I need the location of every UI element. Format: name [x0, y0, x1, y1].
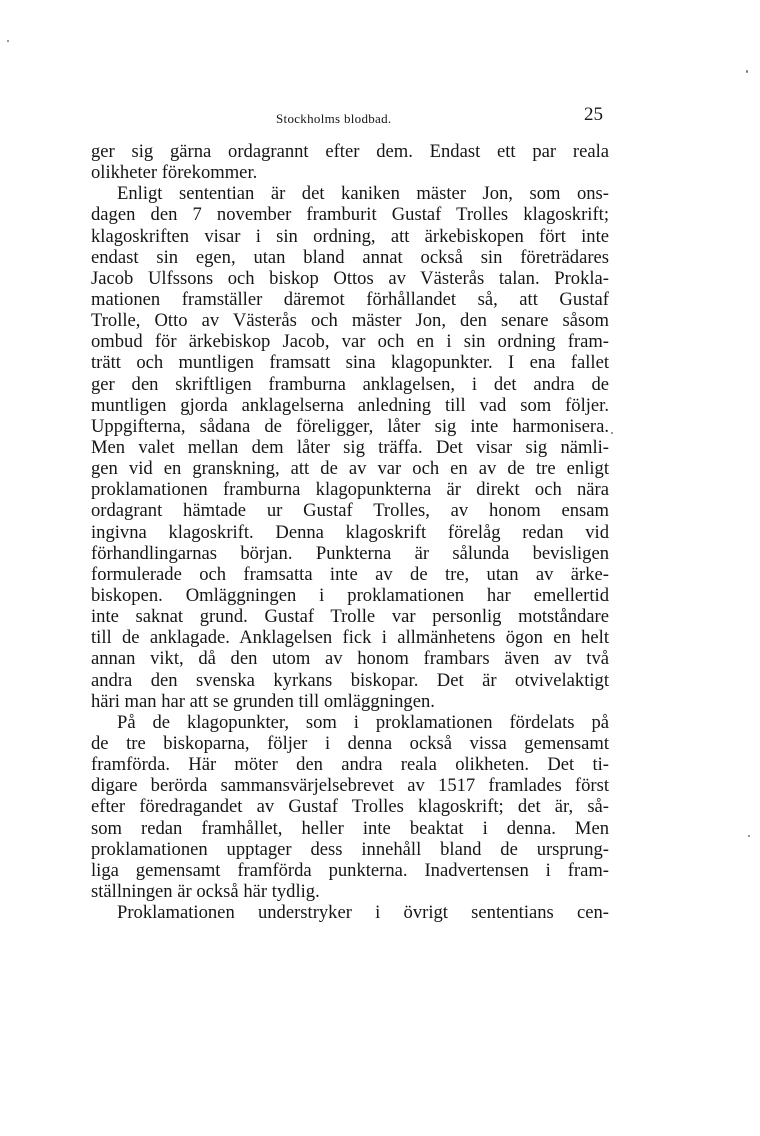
text-line: proklamationen upptager dess innehåll bland de ursprung- [91, 838, 609, 860]
text-line: digare berörda sammansvärjelsebrevet av 1517 framlades först [91, 775, 609, 797]
text-line: endast sin egen, utan bland annat också sin företrädares [91, 246, 609, 268]
text-line: de tre biskoparna, följer i denna också vissa gemensamt [91, 732, 609, 754]
text-line: Men valet mellan dem låter sig träffa. Det visar sig nämli- [91, 436, 609, 458]
text-line: liga gemensamt framförda punkterna. Inadvertensen i fram- [91, 859, 609, 881]
text-line: Proklamationen understryker i övrigt sententians cen- [117, 902, 609, 924]
text-line: dagen den 7 november framburit Gustaf Trolles klagoskrift; [91, 204, 609, 226]
text-line: Trolle, Otto av Västerås och mäster Jon, den senare såsom [91, 310, 609, 332]
text-line: ordagrant hämtade ur Gustaf Trolles, av honom ensam [91, 500, 609, 522]
text-line: efter föredragandet av Gustaf Trolles klagoskrift; det är, så- [91, 796, 609, 818]
text-line: formulerade och framsatta inte av de tre, utan av ärke- [91, 563, 609, 585]
text-line: framförda. Här möter den andra reala olikheten. Det ti- [91, 754, 609, 776]
text-line: till de anklagade. Anklagelsen fick i allmänhetens ögon en helt [91, 627, 609, 649]
body-text [91, 141, 609, 923]
text-line: trätt och muntligen framsatt sina klagopunkter. I ena fallet [91, 352, 609, 374]
text-line: häri man har att se grunden till omläggningen. [91, 690, 435, 712]
page-number: 25 [584, 104, 603, 125]
text-line: ställningen är också här tydlig. [91, 880, 320, 902]
text-line: På de klagopunkter, som i proklamationen fördelats på [117, 711, 609, 733]
scan-speck [611, 432, 613, 434]
text-line: ger den skriftligen framburna anklagelsen, i det andra de [91, 373, 609, 395]
running-head: Stockholms blodbad. [276, 111, 392, 126]
text-line: Enligt sententian är det kaniken mäster Jon, som ons- [117, 183, 609, 205]
text-line: proklamationen framburna klagopunkterna är direkt och nära [91, 479, 609, 501]
scan-speck [746, 70, 748, 73]
text-line: förhandlingarnas början. Punkterna är sålunda bevisligen [91, 542, 609, 564]
text-line: Uppgifterna, sådana de föreligger, låter sig inte harmonisera. [91, 415, 609, 437]
text-line: annan vikt, då den utom av honom frambars även av två [91, 648, 609, 670]
text-line: mationen framställer däremot förhållandet så, att Gustaf [91, 288, 609, 310]
text-line: andra den svenska kyrkans biskopar. Det är otvivelaktigt [91, 669, 609, 691]
text-line: Jacob Ulfssons och biskop Ottos av Västerås talan. Prokla- [91, 267, 609, 289]
scan-speck [7, 40, 9, 42]
text-line: ombud för ärkebiskop Jacob, var och en i sin ordning fram- [91, 331, 609, 353]
text-line: biskopen. Omläggningen i proklamationen har emellertid [91, 584, 609, 606]
scan-speck [748, 835, 750, 837]
text-line: olikheter förekommer. [91, 162, 258, 184]
text-line: muntligen gjorda anklagelserna anledning till vad som följer. [91, 394, 609, 416]
text-line: gen vid en granskning, att de av var och en av de tre enligt [91, 458, 609, 480]
text-line: ger sig gärna ordagrannt efter dem. Endast ett par reala [91, 141, 609, 162]
text-line: klagoskriften visar i sin ordning, att ärkebiskopen fört inte [91, 225, 609, 247]
text-line: som redan framhållet, heller inte beaktat i denna. Men [91, 817, 609, 839]
text-line: inte saknat grund. Gustaf Trolle var personlig motståndare [91, 606, 609, 628]
text-line: ingivna klagoskrift. Denna klagoskrift förelåg redan vid [91, 521, 609, 543]
